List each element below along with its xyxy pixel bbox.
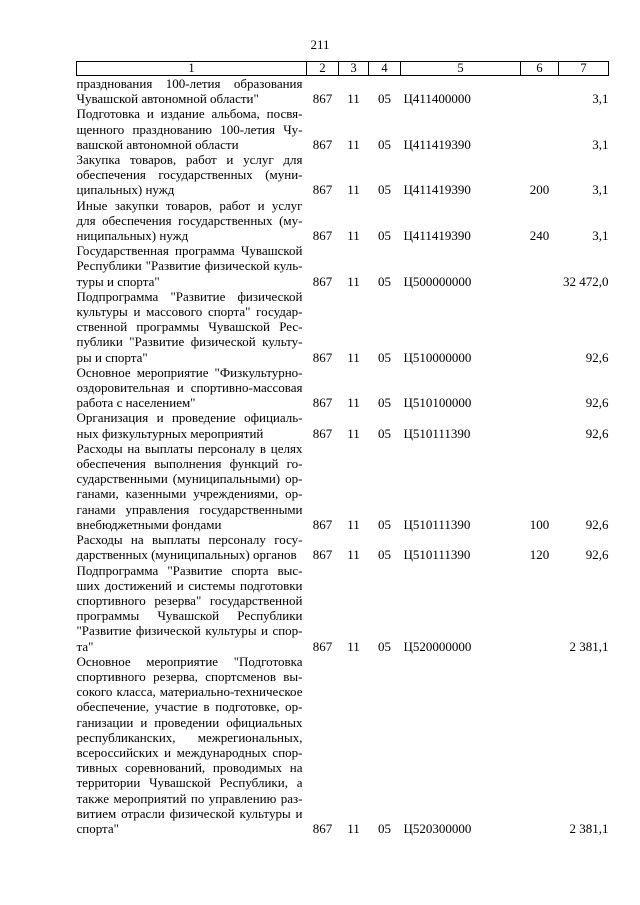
subsection-code: 05 xyxy=(378,638,391,654)
subsection-code: 05 xyxy=(378,547,391,563)
row-name: Подпрограмма "Развитие физической культуры и массового спорта" государ-ственной программы Чувашской Рес-публики "Развитие физической культу-ры и спорта" xyxy=(76,288,303,365)
ministry-code: 867 xyxy=(312,91,333,107)
column-header: 5 xyxy=(401,62,521,76)
ministry-code: 867 xyxy=(312,547,333,563)
section-code: 11 xyxy=(347,638,360,654)
ministry-code: 867 xyxy=(312,273,333,289)
table-row xyxy=(77,152,609,198)
target-article-code: Ц510111390 xyxy=(403,425,471,441)
table-row xyxy=(77,106,609,152)
table-header xyxy=(77,62,609,76)
section-code: 11 xyxy=(347,547,360,563)
ministry-code: 867 xyxy=(312,136,333,152)
table-row xyxy=(77,532,609,562)
row-name: Организация и проведение официаль-ных физкультурных мероприятий xyxy=(76,410,303,441)
column-header: 1 xyxy=(77,62,307,76)
expense-type-code: 100 xyxy=(529,516,550,532)
section-code: 11 xyxy=(347,425,360,441)
target-article-code: Ц510111390 xyxy=(403,516,471,532)
amount: 2 381,1 xyxy=(569,638,609,654)
table-row xyxy=(77,365,609,411)
amount: 3,1 xyxy=(592,228,609,244)
expense-type-code xyxy=(521,410,559,440)
budget-table xyxy=(76,61,609,836)
ministry-code: 867 xyxy=(312,516,333,532)
amount: 92,6 xyxy=(585,547,609,563)
expense-type-code xyxy=(521,654,559,836)
row-name: Расходы на выплаты персоналу госу-дарственных (муниципальных) органов xyxy=(76,532,303,563)
table-row xyxy=(77,289,609,365)
expense-type-code: 200 xyxy=(529,182,550,198)
subsection-code: 05 xyxy=(378,136,391,152)
row-name: Государственная программа Чувашской Республики "Развитие физической куль-туры и спорта" xyxy=(76,243,303,289)
subsection-code: 05 xyxy=(378,395,391,411)
ministry-code: 867 xyxy=(312,395,333,411)
table-row xyxy=(77,243,609,289)
subsection-code: 05 xyxy=(378,425,391,441)
target-article-code: Ц520000000 xyxy=(403,638,472,654)
row-name: празднования 100-летия образования Чувашской автономной области" xyxy=(76,76,303,107)
section-code: 11 xyxy=(347,182,360,198)
subsection-code: 05 xyxy=(378,820,391,836)
row-name: Подпрограмма "Развитие спорта выс-ших достижений и системы подготовки спортивного резерва" государственной программы Чувашской Республики "Развитие физической культуры и спор-та" xyxy=(76,562,303,654)
amount: 32 472,0 xyxy=(563,273,609,289)
section-code: 11 xyxy=(347,273,360,289)
column-header: 2 xyxy=(307,62,339,76)
ministry-code: 867 xyxy=(312,638,333,654)
expense-type-code xyxy=(521,76,559,107)
section-code: 11 xyxy=(347,395,360,411)
target-article-code: Ц510000000 xyxy=(403,349,472,365)
row-name: Иные закупки товаров, работ и услуг для обеспечения государственных (му-ниципальных) нужд xyxy=(76,197,303,244)
expense-type-code xyxy=(521,365,559,411)
subsection-code: 05 xyxy=(378,228,391,244)
amount: 3,1 xyxy=(592,136,609,152)
section-code: 11 xyxy=(347,516,360,532)
column-header: 7 xyxy=(559,62,609,76)
amount: 92,6 xyxy=(585,425,609,441)
ministry-code: 867 xyxy=(312,228,333,244)
expense-type-code xyxy=(521,289,559,365)
section-code: 11 xyxy=(347,91,360,107)
table-row xyxy=(77,654,609,836)
column-header: 6 xyxy=(521,62,559,76)
header-row xyxy=(77,62,609,76)
target-article-code: Ц411400000 xyxy=(403,91,471,107)
table-row xyxy=(77,441,609,532)
target-article-code: Ц510111390 xyxy=(403,547,471,563)
expense-type-code: 120 xyxy=(529,547,550,563)
ministry-code: 867 xyxy=(312,349,333,365)
target-article-code: Ц520300000 xyxy=(403,820,472,836)
expense-type-code xyxy=(521,243,559,289)
row-name: Основное мероприятие "Физкультурно-оздоровительная и спортивно-массовая работа с населением" xyxy=(76,364,303,411)
table-row xyxy=(77,76,609,107)
expense-type-code xyxy=(521,563,559,654)
table-row xyxy=(77,198,609,244)
target-article-code: Ц500000000 xyxy=(403,273,472,289)
section-code: 11 xyxy=(347,349,360,365)
section-code: 11 xyxy=(347,820,360,836)
subsection-code: 05 xyxy=(378,516,391,532)
row-name: Основное мероприятие "Подготовка спортивного резерва, спортсменов вы-сокого класса, материально-техническое обеспечение, участие в подготовке, ор-ганизации и проведении официальных республиканских, межрегиональных, всероссийских и международных спор-тивных соревнований, проводимых на территории Чувашской Республики, а также мероприятий по управлению раз-витием отрасли физической культуры и спорта" xyxy=(76,653,303,836)
expense-type-code xyxy=(521,106,559,152)
table-row xyxy=(77,410,609,440)
target-article-code: Ц411419390 xyxy=(403,136,471,152)
subsection-code: 05 xyxy=(378,91,391,107)
column-header: 3 xyxy=(339,62,369,76)
section-code: 11 xyxy=(347,228,360,244)
amount: 92,6 xyxy=(585,395,609,411)
subsection-code: 05 xyxy=(378,182,391,198)
ministry-code: 867 xyxy=(312,182,333,198)
row-name: Подготовка и издание альбома, посвя-щенного празднованию 100-летия Чу-вашской автономной области xyxy=(76,106,303,152)
column-header: 4 xyxy=(369,62,401,76)
subsection-code: 05 xyxy=(378,349,391,365)
row-name: Закупка товаров, работ и услуг для обеспечения государственных (муни-ципальных) нужд xyxy=(76,152,303,198)
page-number: 211 xyxy=(310,37,330,52)
target-article-code: Ц411419390 xyxy=(403,228,471,244)
expense-type-code: 240 xyxy=(529,228,550,244)
amount: 3,1 xyxy=(592,91,609,107)
ministry-code: 867 xyxy=(312,820,333,836)
section-code: 11 xyxy=(347,136,360,152)
subsection-code: 05 xyxy=(378,273,391,289)
row-name: Расходы на выплаты персоналу в целях обеспечения выполнения функций го-сударственными (муниципальными) ор-ганами, казенными учреждениями, ор-ганами управления государственными внебюджетными фондами xyxy=(76,440,303,532)
amount: 92,6 xyxy=(585,516,609,532)
ministry-code: 867 xyxy=(312,425,333,441)
amount: 3,1 xyxy=(592,182,609,198)
target-article-code: Ц510100000 xyxy=(403,395,472,411)
table-body xyxy=(77,76,609,837)
amount: 2 381,1 xyxy=(569,820,609,836)
target-article-code: Ц411419390 xyxy=(403,182,471,198)
amount: 92,6 xyxy=(585,349,609,365)
table-row xyxy=(77,563,609,654)
